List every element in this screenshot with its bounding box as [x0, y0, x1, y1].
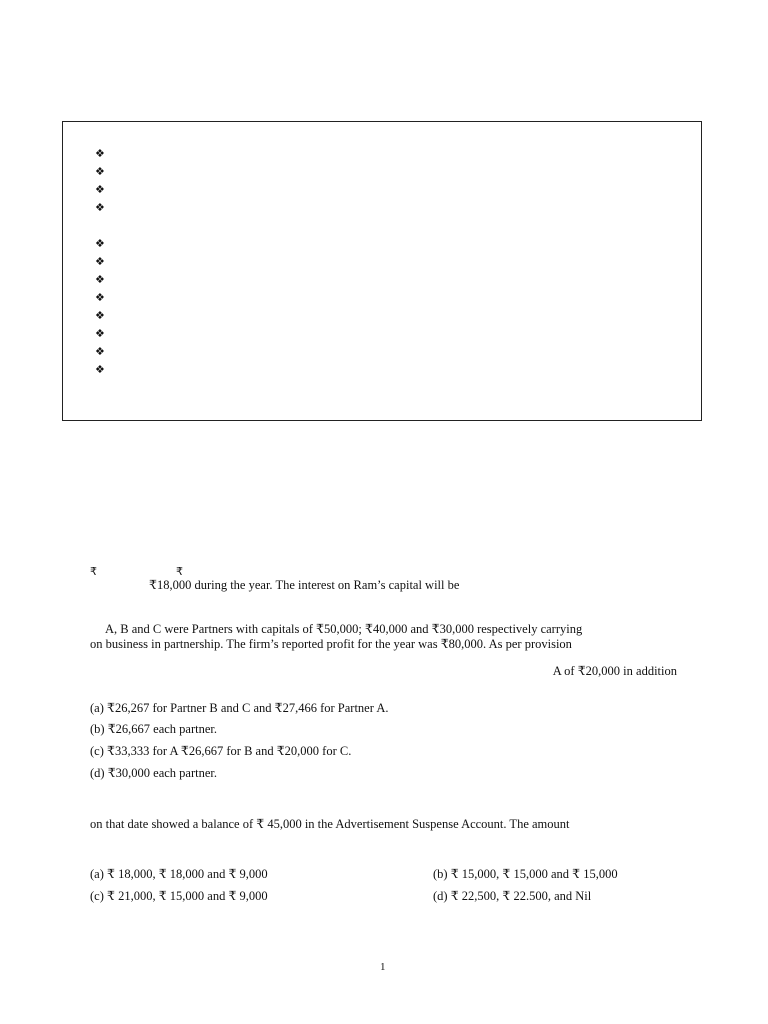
bullet-icon: ❖ [95, 183, 105, 196]
bullet-icon: ❖ [95, 363, 105, 376]
question-text-line: on business in partnership. The firm’s reported profit for the year was ₹80,000. As per provision [90, 637, 572, 651]
answer-option-d: (d) ₹ 22,500, ₹ 22.500, and Nil [433, 889, 592, 903]
answer-option-c: (c) ₹33,333 for A ₹26,667 for B and ₹20,000 for C. [90, 744, 352, 758]
answer-option-b: (b) ₹ 15,000, ₹ 15,000 and ₹ 15,000 [433, 867, 618, 881]
bullet-list-box [62, 121, 702, 421]
question-text-line: on that date showed a balance of ₹ 45,000 in the Advertisement Suspense Account. The amount [90, 817, 570, 831]
bullet-icon: ❖ [95, 345, 105, 358]
answer-option-a: (a) ₹ 18,000, ₹ 18,000 and ₹ 9,000 [90, 867, 268, 881]
bullet-icon: ❖ [95, 165, 105, 178]
bullet-icon: ❖ [95, 255, 105, 268]
bullet-icon: ❖ [95, 273, 105, 286]
bullet-icon: ❖ [95, 327, 105, 340]
bullet-icon: ❖ [95, 291, 105, 304]
rupee-symbol: ₹ [176, 565, 183, 578]
question-text-line: A, B and C were Partners with capitals of ₹50,000; ₹40,000 and ₹30,000 respectively carrying [105, 622, 583, 636]
answer-option-a: (a) ₹26,267 for Partner B and C and ₹27,466 for Partner A. [90, 701, 389, 715]
page-number: 1 [380, 961, 386, 973]
bullet-icon: ❖ [95, 237, 105, 250]
question-text-line: A of ₹20,000 in addition [552, 664, 677, 678]
answer-option-c: (c) ₹ 21,000, ₹ 15,000 and ₹ 9,000 [90, 889, 268, 903]
bullet-icon: ❖ [95, 201, 105, 214]
rupee-symbol: ₹ [90, 565, 97, 578]
question-text-line: ₹18,000 during the year. The interest on Ram’s capital will be [149, 578, 460, 592]
bullet-icon: ❖ [95, 309, 105, 322]
answer-option-b: (b) ₹26,667 each partner. [90, 722, 218, 736]
bullet-icon: ❖ [95, 147, 105, 160]
answer-option-d: (d) ₹30,000 each partner. [90, 766, 218, 780]
